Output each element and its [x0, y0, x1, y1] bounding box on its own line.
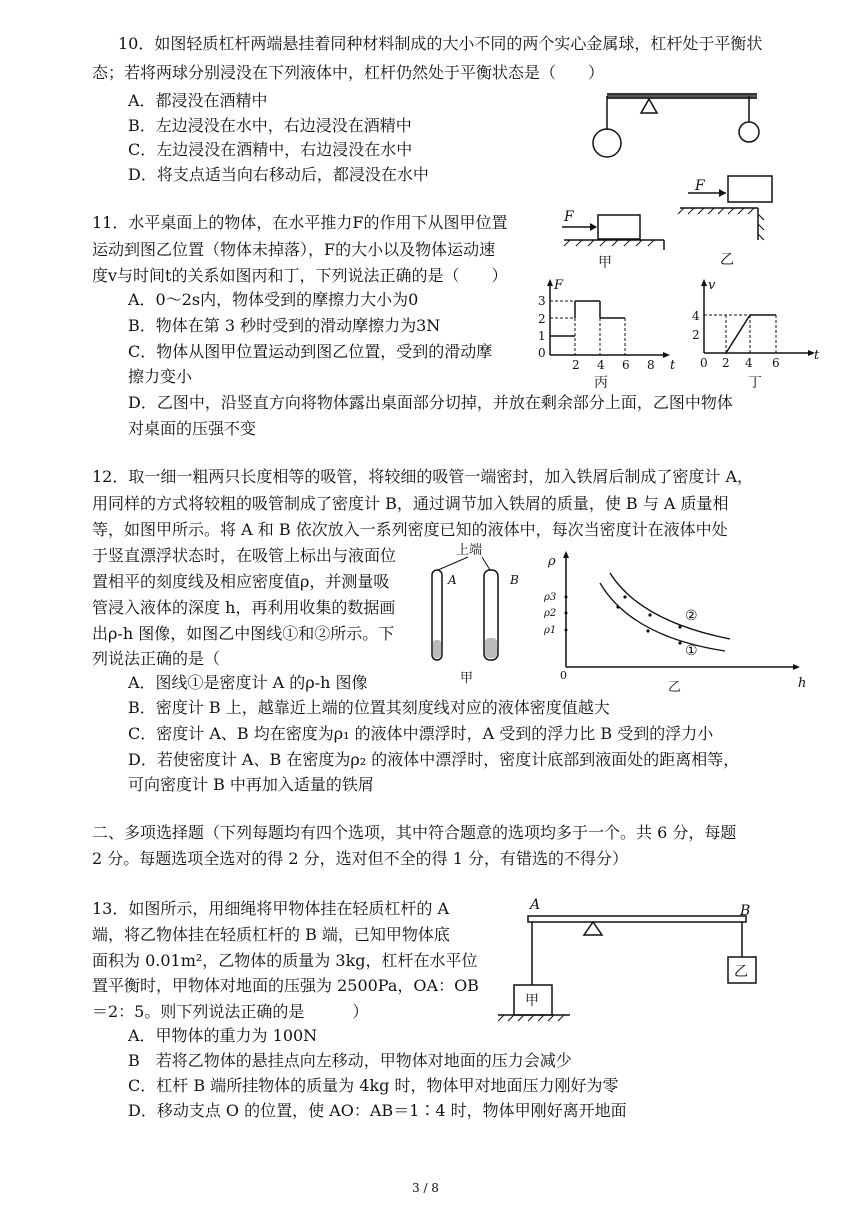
- q11-option-c: C．物体从图甲位置运动到图乙位置，受到的滑动摩: [128, 342, 493, 361]
- q11-option-a: A．0～2s内，物体受到的摩擦力大小为0: [128, 290, 419, 309]
- q11-option-c-cont: 擦力变小: [128, 367, 193, 386]
- q12-line-2: 用同样的方式将较粗的吸管制成了密度计 B，通过调节加入铁屑的质量，使 B 与 A 质量相: [92, 494, 729, 513]
- q10-line-1: 10．如图轻质杠杆两端悬挂着同种材料制成的大小不同的两个实心金属球，杠杆处于平衡状: [118, 34, 763, 53]
- q13-point-B: B: [740, 903, 751, 919]
- ding-ytick-2: 2: [692, 328, 700, 342]
- q12-line-7: 出ρ-h 图像，如图乙中图线①和②所示。下: [92, 624, 395, 643]
- q13-option-d: D．移动支点 O 的位置，使 AO：AB＝1∶4 时，物体甲刚好离开地面: [128, 1101, 627, 1120]
- q11-chart-bing: [530, 275, 680, 390]
- q12-option-d-cont: 可向密度计 B 中再加入适量的铁屑: [128, 775, 374, 794]
- ding-xtick-2: 2: [722, 356, 730, 370]
- curve-2: [610, 573, 730, 639]
- q13-option-c: C．杠杆 B 端所挂物体的质量为 4kg 时，物体甲对地面压力刚好为零: [128, 1076, 619, 1095]
- bing-ytick-0: 0: [538, 346, 546, 360]
- q12-jia-label: 甲: [460, 671, 474, 685]
- rho1-label: ρ1: [544, 625, 557, 636]
- curve-2-label: ②: [685, 608, 698, 624]
- origin-label: 0: [560, 669, 567, 682]
- q11-line-1: 11．水平桌面上的物体，在水平推力F的作用下从图甲位置: [92, 213, 508, 232]
- bing-axis-t: t: [670, 358, 676, 373]
- section2-line-1: 二、多项选择题（下列每题均有四个选项，其中符合题意的选项均多于一个。共 6 分，每题: [92, 823, 737, 842]
- right-ball: [739, 122, 759, 142]
- q12-line-4: 于竖直漂浮状态时，在吸管上标出与液面位: [92, 546, 397, 565]
- q12-option-a: A．图线①是密度计 A 的ρ-h 图像: [128, 673, 368, 692]
- q12-line-1: 12．取一细一粗两只长度相等的吸管，将较细的吸管一端密封，加入铁屑后制成了密度计 A，: [92, 467, 754, 486]
- rho3-label: ρ3: [544, 592, 557, 603]
- q11-line-3: 度v与时间t的关系如图丙和丁，下列说法正确的是（ ）: [92, 266, 508, 285]
- q13-line-1: 13．如图所示，用细绳将甲物体挂在轻质杠杆的 A: [92, 899, 450, 918]
- q11-figure-jia: [560, 205, 670, 275]
- bing-ytick-2: 2: [538, 312, 546, 326]
- bing-xtick-2: 2: [572, 358, 580, 372]
- straw-a-label: A: [448, 573, 457, 587]
- jia-force-label: F: [564, 209, 574, 225]
- q13-line-4: 置平衡时，甲物体对地面的压强为 2500Pa，OA：OB: [92, 976, 479, 995]
- q10-option-c: C．左边浸没在酒精中，右边浸没在水中: [128, 140, 413, 159]
- q11-figure-yi: [670, 168, 790, 268]
- q11-option-b: B．物体在第 3 秒时受到的滑动摩擦力为3N: [128, 316, 441, 335]
- bing-axis-F: F: [554, 278, 564, 293]
- q12-option-d: D．若使密度计 A、B 在密度为ρ₂ 的液体中漂浮时，密度计底部到液面处的距离相等，: [128, 750, 740, 769]
- ding-seg-rise: [726, 315, 750, 353]
- bing-xtick-6: 6: [622, 358, 630, 372]
- q13-point-A: A: [530, 897, 541, 913]
- ding-axis-t: t: [814, 348, 820, 363]
- straw-b-label: B: [510, 573, 519, 587]
- q12-yi-label: 乙: [668, 680, 682, 695]
- ding-xtick-0: 0: [700, 356, 708, 370]
- ding-axis-v: v: [708, 278, 716, 293]
- q11-line-2: 运动到图乙位置（物体未掉落），F的大小以及物体运动速: [92, 240, 496, 259]
- q13-fulcrum: [584, 922, 602, 935]
- q13-option-b: B 若将乙物体的悬挂点向左移动，甲物体对地面的压力会减少: [128, 1051, 572, 1070]
- q10-option-b: B．左边浸没在水中，右边浸没在酒精中: [128, 116, 412, 135]
- q13-line-5: ＝2：5。则下列说法正确的是 ）: [92, 1002, 369, 1021]
- curve-1-label: ①: [685, 643, 698, 659]
- left-ball: [593, 129, 621, 157]
- q13-jia-label: 甲: [525, 993, 539, 1009]
- q13-line-3: 面积为 0.01m²，乙物体的质量为 3kg，杠杆在水平位: [92, 951, 478, 970]
- q11-chart-ding: [690, 275, 825, 390]
- q13-lever-bar: [528, 916, 746, 922]
- q12-option-b: B．密度计 B 上，越靠近上端的位置其刻度线对应的液体密度值越大: [128, 698, 610, 717]
- q10-line-2: 态；若将两球分别浸没在下列液体中，杠杆仍然处于平衡状态是（ ）: [92, 63, 605, 82]
- q13-line-2: 端，将乙物体挂在轻质杠杆的 B 端，已知甲物体底: [92, 925, 450, 944]
- bing-label: 丙: [594, 375, 608, 390]
- bing-ytick-3: 3: [538, 294, 546, 308]
- bing-ytick-1: 1: [538, 329, 546, 343]
- q12-figure-jia: [420, 540, 530, 685]
- q10-option-d: D．将支点适当向右移动后，都浸没在水中: [128, 165, 429, 184]
- bing-xtick-4: 4: [597, 358, 605, 372]
- q11-option-d: D．乙图中，沿竖直方向将物体露出桌面部分切掉，并放在剩余部分上面，乙图中物体: [128, 393, 733, 412]
- ding-ytick-4: 4: [692, 309, 700, 323]
- q10-option-a: A．都浸没在酒精中: [128, 91, 268, 110]
- ding-xtick-6: 6: [772, 356, 780, 370]
- page-number: 3 / 8: [412, 1181, 439, 1195]
- q13-lever-figure: [490, 893, 770, 1028]
- q12-line-5: 置相平的刻度线及相应密度值ρ，并测量吸: [92, 572, 390, 591]
- q12-line-3: 等，如图甲所示。将 A 和 B 依次放入一系列密度已知的液体中，每次当密度计在液体中处: [92, 520, 728, 539]
- h-axis-label: h: [798, 676, 807, 691]
- fulcrum: [641, 99, 657, 113]
- q12-line-6: 管浸入液体的深度 h，再利用收集的数据画: [92, 598, 396, 617]
- ding-xtick-4: 4: [745, 356, 753, 370]
- rho-axis-label: ρ: [548, 554, 556, 569]
- yi-force-label: F: [695, 178, 705, 194]
- q13-yi-label: 乙: [734, 964, 748, 980]
- q12-option-c: C．密度计 A、B 均在密度为ρ₁ 的液体中漂浮时，A 受到的浮力比 B 受到的浮力小: [128, 724, 714, 743]
- bing-xtick-8: 8: [647, 358, 655, 372]
- q12-chart-yi: [540, 545, 815, 695]
- q12-top-end-label: 上端: [456, 543, 483, 558]
- jia-label: 甲: [598, 255, 612, 271]
- jia-block: [598, 215, 640, 239]
- ding-label: 丁: [748, 375, 762, 390]
- yi-label: 乙: [720, 252, 734, 268]
- rho2-label: ρ2: [544, 608, 557, 619]
- q13-option-a: A．甲物体的重力为 100N: [128, 1026, 318, 1045]
- q11-option-d-cont: 对桌面的压强不变: [128, 419, 257, 438]
- q12-line-8: 列说法正确的是（: [92, 649, 221, 668]
- yi-block: [728, 176, 772, 202]
- section2-line-2: 2 分。每题选项全选对的得 2 分，选对但不全的得 1 分，有错选的不得分）: [92, 849, 628, 868]
- q10-lever-figure: [585, 88, 765, 168]
